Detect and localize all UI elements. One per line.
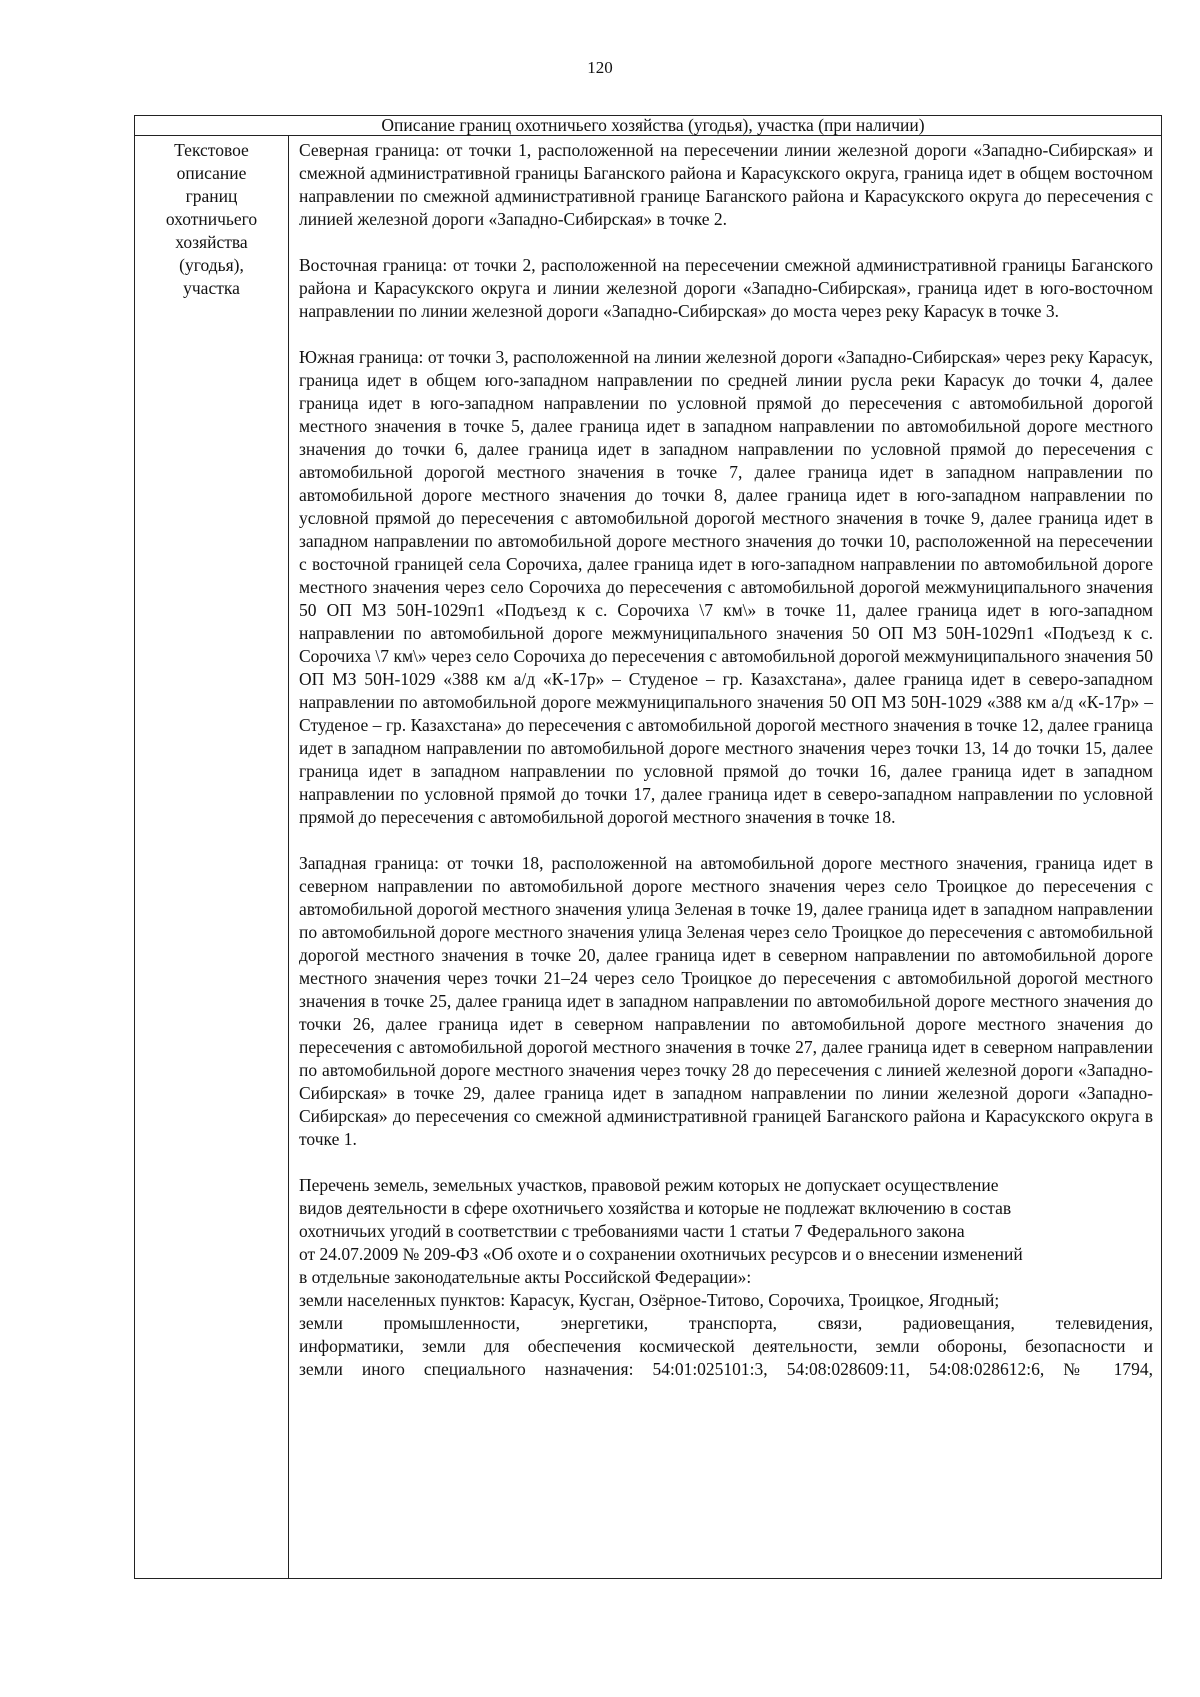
page-number: 120 bbox=[587, 58, 613, 77]
excluded-lands-line: охотничьих угодий в соответствии с требованиями части 1 статьи 7 Федерального закона bbox=[299, 1221, 965, 1241]
row-label-line: охотничьего bbox=[165, 209, 258, 229]
row-label-line: (угодья), bbox=[179, 255, 244, 275]
excluded-lands-line: земли населенных пунктов: Карасук, Кусган, Озёрное-Титово, Сорочиха, Троицкое, Ягодный; bbox=[299, 1290, 1000, 1310]
west-boundary-paragraph: Западная граница: от точки 18, расположенной на автомобильной дороге местного значения, граница идет в северном направлении по автомобильной дороге местного значения через село Троицкое до пересечения с автомобильной дорогой местного значения улица Зеленая в точке 19, далее граница идет в западном направлении по автомобильной дороге местного значения улица Зеленая через село Троицкое до пересечения с автомобильной дорогой местного значения в точке 20, далее граница идет в северном направлении по автомобильной дороге местного значения через точки 21–24 через село Троицкое до пересечения с автомобильной дорогой местного значения в точке 25, далее граница идет в западном направлении по автомобильной дороге местного значения до точки 26, далее граница идет в северном направлении по автомобильной дороге местного значения до пересечения с автомобильной дорогой местного значения в точке 27, далее граница идет в северном направлении по автомобильной дороге местного значения через точку 28 до пересечения с линией железной дороги «Западно-Сибирская» в точке 29, далее граница идет в западном направлении по линии железной дороги «Западно-Сибирская» до пересечения со смежной административной границей Баганского района и Карасукского округа в точке 1. bbox=[299, 853, 1153, 1149]
boundary-description-table bbox=[134, 115, 1162, 1579]
excluded-lands-line: Перечень земель, земельных участков, правовой режим которых не допускает осуществление bbox=[299, 1175, 999, 1195]
excluded-lands-line: земли иного специального назначения: 54:01:025101:3, 54:08:028609:11, 54:08:028612:6, № 1794, bbox=[299, 1359, 1153, 1379]
row-label-line: описание bbox=[176, 163, 247, 183]
excluded-lands-block bbox=[299, 1174, 1153, 1381]
boundary-text-cell bbox=[289, 136, 1161, 1578]
excluded-lands-line: информатики, земли для обеспечения космической деятельности, земли обороны, безопасности и bbox=[299, 1336, 1153, 1356]
excluded-lands-line: видов деятельности в сфере охотничьего хозяйства и которые не подлежат включению в состав bbox=[299, 1198, 1012, 1218]
north-boundary-paragraph: Северная граница: от точки 1, расположенной на пересечении линии железной дороги «Западно-Сибирская» и смежной административной границы Баганского района и Карасукского округа, граница идет в общем восточном направлении по смежной административной границе Баганского района и Карасукского округа до пересечения с линией железной дороги «Западно-Сибирская» в точке 2. bbox=[299, 140, 1153, 229]
row-label-line: Текстовое bbox=[174, 140, 249, 160]
table-header: Описание границ охотничьего хозяйства (угодья), участка (при наличии) bbox=[135, 116, 1161, 136]
east-boundary-paragraph: Восточная граница: от точки 2, расположенной на пересечении смежной административной границы Баганского района и Карасукского округа и линии железной дороги «Западно-Сибирская», граница идет в юго-восточном направлении по линии железной дороги «Западно-Сибирская» до моста через реку Карасук в точке 3. bbox=[299, 255, 1153, 321]
excluded-lands-line: земли промышленности, энергетики, транспорта, связи, радиовещания, телевидения, bbox=[299, 1313, 1153, 1333]
row-label-line: участка bbox=[183, 278, 240, 298]
row-label-cell bbox=[135, 136, 289, 1578]
excluded-lands-line: от 24.07.2009 № 209-ФЗ «Об охоте и о сохранении охотничьих ресурсов и о внесении изменений bbox=[299, 1244, 1023, 1264]
row-label-line: хозяйства bbox=[175, 232, 248, 252]
south-boundary-paragraph: Южная граница: от точки 3, расположенной на линии железной дороги «Западно-Сибирская» через реку Карасук, граница идет в общем юго-западном направлении по средней линии русла реки Карасук до точки 4, далее граница идет в юго-западном направлении по условной прямой до пересечения с автомобильной дорогой местного значения в точке 5, далее граница идет в западном направлении по автомобильной дороге местного значения до точки 6, далее граница идет в западном направлении по условной прямой до пересечения с автомобильной дорогой местного значения в точке 7, далее граница идет в западном направлении по автомобильной дороге местного значения до точки 8, далее граница идет в юго-западном направлении по условной прямой до пересечения с автомобильной дорогой местного значения в точке 9, далее граница идет в западном направлении по автомобильной дороге местного значения до точки 10, расположенной на пересечении с восточной границей села Сорочиха, далее граница идет в юго-западном направлении по автомобильной дороге местного значения через село Сорочиха до пересечения с автомобильной дорогой межмуниципального значения 50 ОП МЗ 50Н-1029п1 «Подъезд к с. Сорочиха \7 км\» в точке 11, далее граница идет в юго-западном направлении по автомобильной дороге межмуниципального значения 50 ОП МЗ 50Н-1029п1 «Подъезд к с. Сорочиха \7 км\» через село Сорочиха до пересечения с автомобильной дорогой межмуниципального значения 50 ОП МЗ 50Н-1029 «388 км а/д «К-17р» – Студеное – гр. Казахстана», далее граница идет в северо-западном направлении по автомобильной дороге межмуниципального значения 50 ОП МЗ 50Н-1029 «388 км а/д «К-17р» – Студеное – гр. Казахстана» до пересечения с автомобильной дорогой местного значения в точке 12, далее граница идет в западном направлении по автомобильной дороге местного значения через точки 13, 14 до точки 15, далее граница идет в западном направлении по условной прямой до точки 16, далее граница идет в западном направлении по условной прямой до точки 17, далее граница идет в северо-западном направлении по условной прямой до пересечения с автомобильной дорогой местного значения в точке 18. bbox=[299, 347, 1153, 827]
row-label-line: границ bbox=[185, 186, 238, 206]
excluded-lands-line: в отдельные законодательные акты Российской Федерации»: bbox=[299, 1267, 752, 1287]
